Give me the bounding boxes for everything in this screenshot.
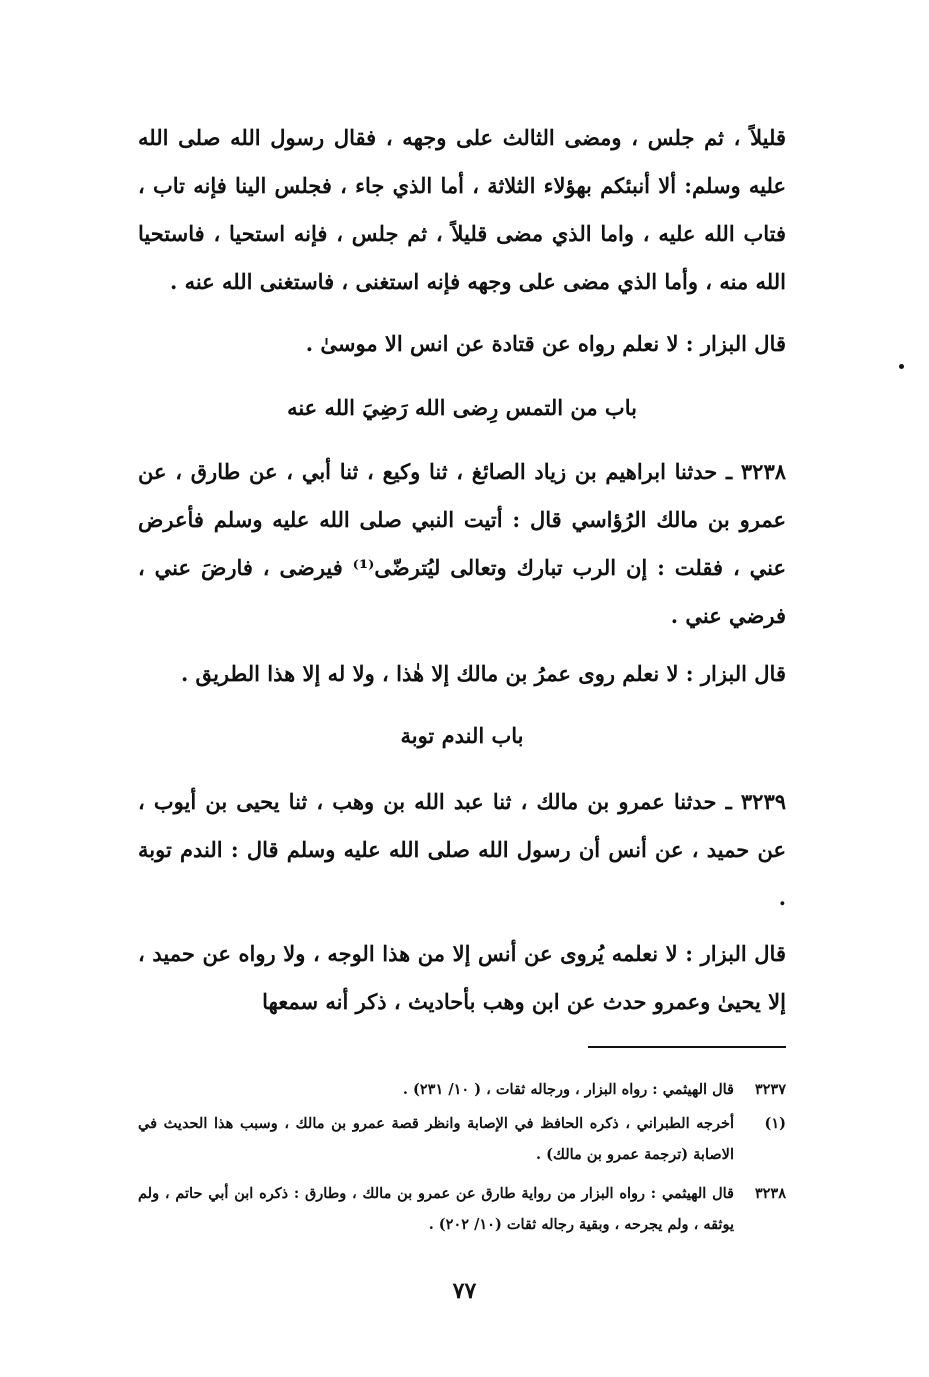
footnote-1 [138,1108,786,1170]
section-heading-2: باب الندم توبة [400,723,524,748]
stray-dot-mark [899,364,904,369]
footnote-divider [588,1046,786,1048]
section-heading-1: باب من التمس رِضى الله رَضِيَ الله عنه [287,395,637,420]
footnote-text: قال الهيثمي : رواه البزار من رواية طارق عن عمرو بن مالك ، وطارق : ذكره ابن أبي حاتم ، ولم يوثقه ، ولم يجرحه ، وبقية رجاله ثقات (١٠/ ٢٠٢) . [138,1185,734,1233]
paragraph-continuation: قليلاً ، ثم جلس ، ومضى الثالث على وجهه ، فقال رسول الله صلى الله عليه وسلم: ألا أنبئكم بهؤلاء الثلاثة ، أما الذي جاء ، فجلس الينا فإنه تاب ، فتاب الله عليه ، واما الذي مضى قليلاً ، ثم جلس ، فإنه استحيا ، فاستحيا الله منه ، وأما الذي مضى على وجهه فإنه استغنى ، فاستغنى الله عنه . [138,125,787,294]
hadith-number-3238: ٣٢٣٨ ـ [726,459,787,484]
footnote-number: (١) [764,1115,786,1132]
footnote-3238 [138,1178,786,1240]
footnote-number: ٣٢٣٨ [754,1185,786,1202]
hadith-number-3239: ٣٢٣٩ ـ [725,789,787,814]
page-number: ٧٧ [452,1278,477,1304]
footnote-number: ٣٢٣٧ [754,1081,786,1098]
hadith-3239 [138,778,786,922]
hadith-text-3238: حدثنا ابراهيم بن زياد الصائغ ، ثنا وكيع ، ثنا أبي ، عن طارق ، عن عمرو بن مالك الرُؤاسي قال : أتيت النبي صلى الله عليه وسلم فأعرض عني ، فقلت : إن الرب تبارك وتعالى ليُترضّى⁽¹⁾ فيرضى ، فارضَ عني ، فرضي عني . [138,459,786,628]
footnote-text: أخرجه الطبراني ، ذكره الحافظ في الإصابة وانظر قصة عمرو بن مالك ، وسبب هذا الحديث في الاصابة (ترجمة عمرو بن مالك) . [138,1115,734,1163]
footnote-text: قال الهيثمي : رواه البزار ، ورجاله ثقات ، ( ١٠/ ٢٣١) . [402,1081,734,1098]
footnote-3237 [138,1074,786,1105]
paragraph-bazzar-note-2: قال البزار : لا نعلم روى عمرُ بن مالك إلا هٰذا ، ولا له إلا هذا الطريق . [180,661,786,686]
paragraph-bazzar-note-3: قال البزار : لا نعلمه يُروى عن أنس إلا من هذا الوجه ، ولا رواه عن حميد ، إلا يحيىٰ وعمرو حدث عن ابن وهب بأحاديث ، ذكر أنه سمعها [138,941,786,1014]
hadith-text-3239: حدثنا عمرو بن مالك ، ثنا عبد الله بن وهب ، ثنا يحيى بن أيوب ، عن حميد ، عن أنس أن رسول الله صلى الله عليه وسلم قال : الندم توبة . [138,789,787,910]
paragraph-bazzar-note-1: قال البزار : لا نعلم رواه عن قتادة عن انس الا موسىٰ . [305,331,786,356]
hadith-3238 [138,448,786,640]
